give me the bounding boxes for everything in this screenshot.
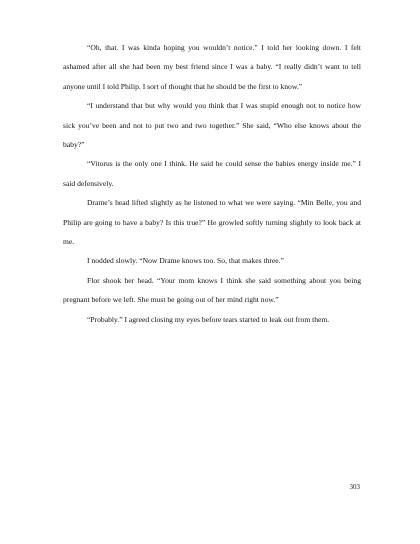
paragraph: “Oh, that. I was kinda hoping you wouldn’t notice.” I told her looking down. I felt ashamed after all she had been my best friend since I was a baby. “I really didn’t want to tell anyone until I told Philip. I sort of thought that he should be the first to know.”	[63, 43, 361, 91]
page-number: 303	[349, 483, 360, 491]
paragraph: Drame’s head lifted slightly as he listened to what we were saying. “Min Belle, you and Philip are going to have a baby? Is this true?” He growled softly turning slightly to look back at me.	[63, 198, 361, 247]
paragraph: “Vitorus is the only one I think. He said he could sense the babies energy inside me.” I said defensively.	[63, 159, 361, 188]
paragraph: “I understand that but why would you think that I was stupid enough not to notice how sick you’ve been and not to put two and two together.” She said, “Who else knows about the baby?”	[63, 101, 361, 150]
paragraph: “Probably.” I agreed closing my eyes before tears started to leak out from them.	[87, 314, 330, 324]
body-text	[63, 38, 361, 329]
paragraph: I nodded slowly. “Now Drame knows too. So, that makes three.”	[87, 256, 284, 266]
paragraph: Flor shook her head. “Your mom knows I think she said something about you being pregnant before we left. She must be going out of her mind right now.”	[63, 275, 361, 305]
